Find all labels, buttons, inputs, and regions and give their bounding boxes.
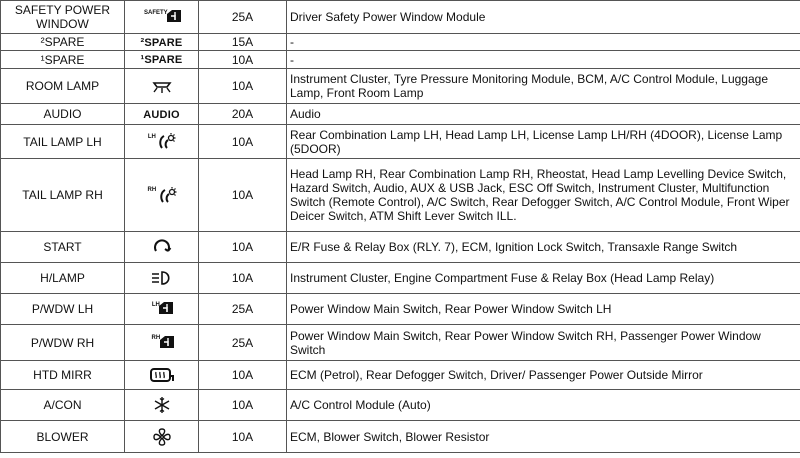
audio-icon: AUDIO: [143, 108, 180, 121]
fuse-rating: 25A: [199, 325, 287, 361]
fuse-circuit: Audio: [287, 104, 800, 125]
fuse-rating: 10A: [199, 159, 287, 232]
fuse-circuit: Instrument Cluster, Engine Compartment Fuse & Relay Box (Head Lamp Relay): [287, 263, 800, 294]
fan-icon: [152, 427, 172, 447]
fuse-circuit: Instrument Cluster, Tyre Pressure Monitoring Module, BCM, A/C Control Module, Luggage Lamp, Front Room Lamp: [287, 69, 800, 104]
table-row: [1, 325, 800, 361]
heated-mirror-icon: [149, 367, 175, 383]
fuse-name: P/WDW RH: [1, 325, 125, 361]
fuse-rating: 15A: [199, 34, 287, 51]
fuse-circuit: ECM (Petrol), Rear Defogger Switch, Driver/ Passenger Power Outside Mirror: [287, 361, 800, 390]
table-row: [1, 51, 800, 69]
table-row: [1, 69, 800, 104]
fuse-circuit: Rear Combination Lamp LH, Head Lamp LH, License Lamp LH/RH (4DOOR), License Lamp (5DOOR): [287, 125, 800, 159]
fuse-circuit: -: [287, 51, 800, 69]
fuse-circuit: ECM, Blower Switch, Blower Resistor: [287, 421, 800, 453]
fuse-rating: 10A: [199, 361, 287, 390]
fuse-rating: 25A: [199, 294, 287, 325]
fuse-name: TAIL LAMP LH: [1, 125, 125, 159]
fuse-circuit: Power Window Main Switch, Rear Power Window Switch LH: [287, 294, 800, 325]
table-row: [1, 34, 800, 51]
table-row: [1, 104, 800, 125]
fuse-rating: 25A: [199, 1, 287, 34]
table-row: [1, 159, 800, 232]
table-row: [1, 390, 800, 421]
head-lamp-icon: [150, 270, 174, 286]
tail-lamp-lh-icon: LH: [146, 132, 177, 150]
table-row: [1, 421, 800, 453]
spare-2-icon: ²SPARE: [140, 36, 183, 49]
fuse-rating: 10A: [199, 69, 287, 104]
table-row: [1, 263, 800, 294]
fuse-name: BLOWER: [1, 421, 125, 453]
fuse-name: ¹SPARE: [1, 51, 125, 69]
fuse-name: H/LAMP: [1, 263, 125, 294]
fuse-rating: 10A: [199, 263, 287, 294]
tail-lamp-rh-icon: RH: [145, 186, 177, 204]
fuse-name: ²SPARE: [1, 34, 125, 51]
table-row: [1, 125, 800, 159]
table-row: [1, 361, 800, 390]
fuse-circuit: E/R Fuse & Relay Box (RLY. 7), ECM, Ignition Lock Switch, Transaxle Range Switch: [287, 232, 800, 263]
fuse-rating: 10A: [199, 125, 287, 159]
fuse-rating: 10A: [199, 390, 287, 421]
spare-1-icon: ¹SPARE: [140, 54, 183, 66]
table-row: [1, 294, 800, 325]
fuse-name: HTD MIRR: [1, 361, 125, 390]
fuse-name: TAIL LAMP RH: [1, 159, 125, 232]
fuse-rating: 10A: [199, 232, 287, 263]
fuse-name: START: [1, 232, 125, 263]
start-icon: [152, 237, 172, 257]
fuse-name: P/WDW LH: [1, 294, 125, 325]
room-lamp-icon: [151, 79, 173, 94]
fuse-rating: 10A: [199, 421, 287, 453]
fuse-name: ROOM LAMP: [1, 69, 125, 104]
fuse-circuit: A/C Control Module (Auto): [287, 390, 800, 421]
fuse-circuit: Driver Safety Power Window Module: [287, 1, 800, 34]
fuse-circuit: Power Window Main Switch, Rear Power Window Switch RH, Passenger Power Window Switch: [287, 325, 800, 361]
safety-window-icon: SAFETY: [140, 8, 183, 25]
fuse-name: A/CON: [1, 390, 125, 421]
fuse-rating: 10A: [199, 51, 287, 69]
fuse-circuit: Head Lamp RH, Rear Combination Lamp RH, Rheostat, Head Lamp Levelling Device Switch, Hazard Switch, Audio, AUX & USB Jack, ESC Off Switch, Instrument Cluster, Multifunction Switch (Remote Control), A/C Switch, Rear Defogger Switch, A/C Control Module, Front Wiper Deicer Switch, ATM Shift Lever Switch ILL.: [287, 159, 800, 232]
fuse-name: AUDIO: [1, 104, 125, 125]
power-window-rh-icon: RH: [147, 334, 175, 351]
fuse-name: SAFETY POWER WINDOW: [1, 1, 125, 34]
snowflake-icon: [153, 396, 171, 414]
table-row: [1, 232, 800, 263]
power-window-lh-icon: LH: [148, 300, 175, 317]
table-row: [1, 1, 800, 34]
fuse-rating: 20A: [199, 104, 287, 125]
fuse-circuit: -: [287, 34, 800, 51]
